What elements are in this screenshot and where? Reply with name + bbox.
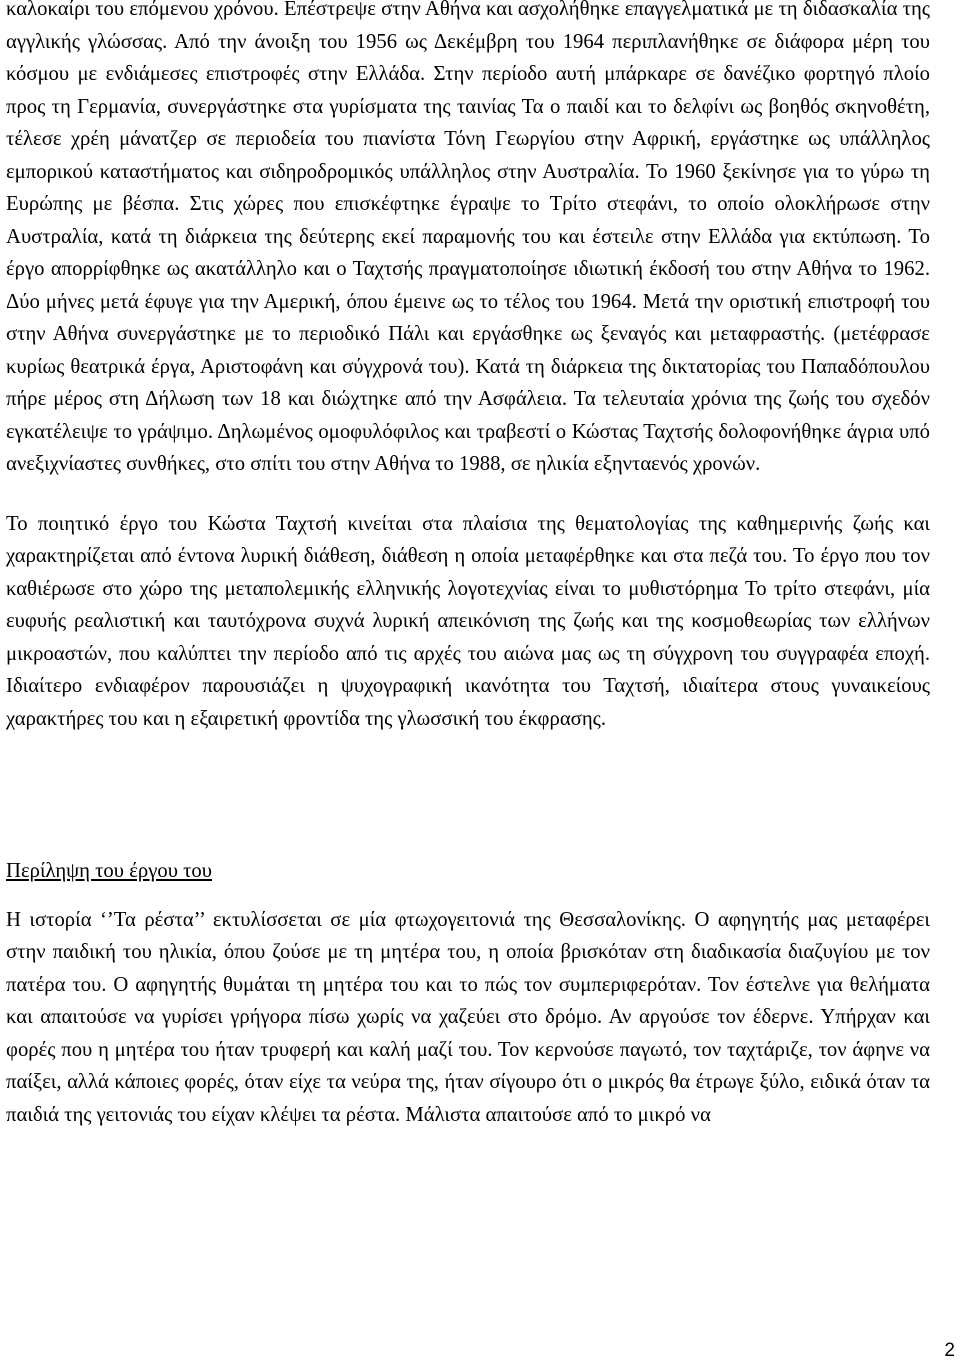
section-heading: Περίληψη του έργου του [6,860,213,882]
page-number: 2 [944,1340,955,1361]
biography-paragraph [6,0,930,481]
poetic-work-text: Το ποιητικό έργο του Κώστα Ταχτσή κινείται στα πλαίσια της θεματολογίας της καθημερινής ζωής και χαρακτηρίζεται από έντονα λυρική διάθεση, διάθεση η οποία μεταφέρθηκε και στα πεζά του. Το έργο που τον καθιέρωσε στο χώρο της μεταπολεμικής ελληνικής λογοτεχνίας είναι το μυθιστόρημα Το τρίτο στεφάνι, μία ευφυής ρεαλιστική και ταυτόχρονα συχνά λυρική απεικόνιση της ζωής και της κοσμοθεωρίας των ελλήνων μικροαστών, που καλύπτει την περίοδο από τις αρχές του αιώνα μας ως τη σύγχρονη του συγγραφέα εποχή. Ιδιαίτερο ενδιαφέρον παρουσιάζει η ψυχογραφική ικανότητα του Ταχτσή, ιδιαίτερα στους γυναικείους χαρακτήρες του και η εξαιρετική φροντίδα της γλωσσική του έκφρασης. [6,512,930,730]
summary-paragraph [6,904,930,1132]
summary-text: Η ιστορία ‘’Τα ρέστα’’ εκτυλίσσεται σε μία φτωχογειτονιά της Θεσσαλονίκης. Ο αφηγητής μας μεταφέρει στην παιδική του ηλικία, όπου ζούσε με τη μητέρα του, η οποία βρισκόταν στη διαδικασία διαζυγίου με τον πατέρα του. Ο αφηγητής θυμάται τη μητέρα του και το πώς τον συμπεριφερόταν. Τον έστελνε για θελήματα και απαιτούσε να γυρίσει γρήγορα πίσω χωρίς να χαζεύει στο δρόμο. Αν αργούσε τον έδερνε. Υπήρχαν και φορές που η μητέρα του ήταν τρυφερή και καλή μαζί του. Τον κερνούσε παγωτό, τον ταχτάριζε, τον άφηνε να παίξει, αλλά κάποιες φορές, όταν είχε τα νεύρα της, ήταν σίγουρο ότι ο μικρός θα έτρωγε ξύλο, ειδικά όταν τα παιδιά της γειτονιάς του είχαν κλέψει τα ρέστα. Μάλιστα απαιτούσε από το μικρό να [6,908,930,1126]
poetic-work-paragraph [6,508,930,736]
biography-text: καλοκαίρι του επόμενου χρόνου. Επέστρεψε στην Αθήνα και ασχολήθηκε επαγγελματικά με τη διδασκαλία της αγγλικής γλώσσας. Από την άνοιξη του 1956 ως Δεκέμβρη του 1964 περιπλανήθηκε σε διάφορα μέρη του κόσμου με ενδιάμεσες επιστροφές στην Ελλάδα. Στην περίοδο αυτή μπάρκαρε σε δανέζικο φορτηγό πλοίο προς τη Γερμανία, συνεργάστηκε στα γυρίσματα της ταινίας Τα ο παιδί και το δελφίνι ως βοηθός σκηνοθέτη, τέλεσε χρέη μάνατζερ σε περιοδεία του πιανίστα Τόνη Γεωργίου στην Αφρική, εργάστηκε ως υπάλληλος εμπορικού καταστήματος και σιδηροδρομικός υπάλληλος στην Αυστραλία. Το 1960 ξεκίνησε για το γύρω τη Ευρώπης με βέσπα. Στις χώρες που επισκέφτηκε έγραψε το Τρίτο στεφάνι, το οποίο ολοκλήρωσε στην Αυστραλία, κατά τη διάρκεια της δεύτερης εκεί παραμονής του και έστειλε στην Ελλάδα για εκτύπωση. Το έργο απορρίφθηκε ως ακατάλληλο και ο Ταχτσής πραγματοποίησε ιδιωτική έκδοσή του στην Αθήνα το 1962. Δύο μήνες μετά έφυγε για την Αμερική, όπου έμεινε ως το τέλος του 1964. Μετά την οριστική επιστροφή του στην Αθήνα συνεργάστηκε με το περιοδικό Πάλι και εργάσθηκε ως ξεναγός και μεταφραστής. (μετέφρασε κυρίως θεατρικά έργα, Αριστοφάνη και σύγχρονά του). Κατά τη διάρκεια της δικτατορίας του Παπαδόπουλου πήρε μέρος στη Δήλωση των 18 και διώχτηκε από την Ασφάλεια. Τα τελευταία χρόνια της ζωής του σχεδόν εγκατέλειψε το γράψιμο. Δηλωμένος ομοφυλόφιλος και τραβεστί ο Κώστας Ταχτσής δολοφονήθηκε άγρια υπό ανεξιχνίαστες συνθήκες, στο σπίτι του στην Αθήνα το 1988, σε ηλικία εξηνταενός χρονών. [6,0,930,475]
document-page [6,0,930,1131]
